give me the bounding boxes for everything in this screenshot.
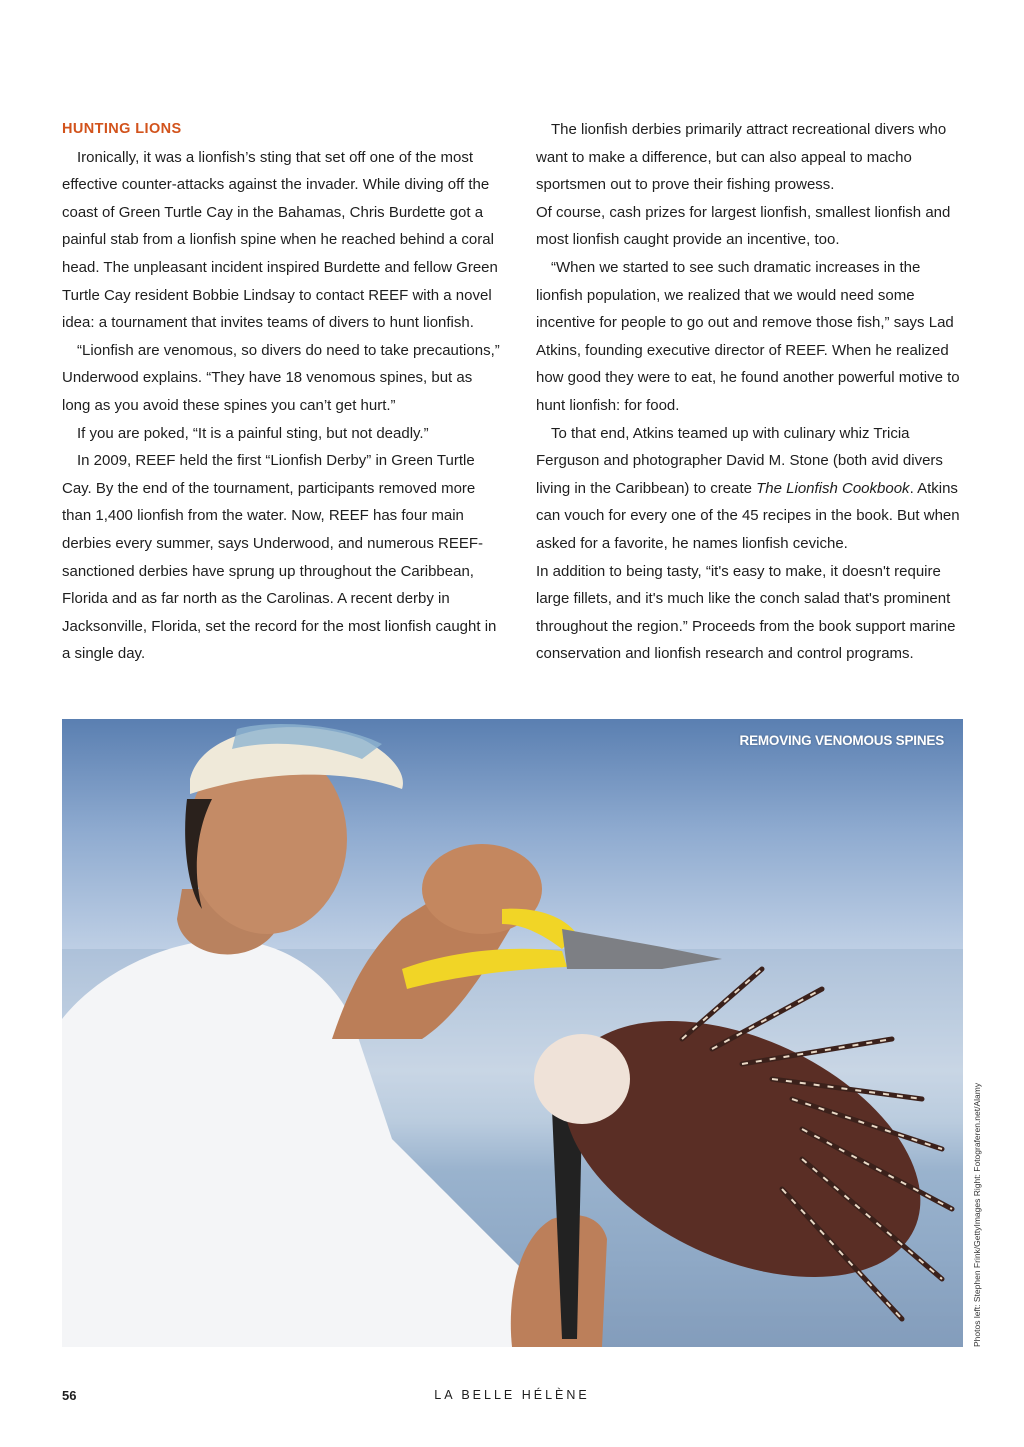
lionfish-photo: [62, 719, 963, 1347]
paragraph: In 2009, REEF held the first “Lionfish Derby” in Green Turtle Cay. By the end of the tournament, participants removed more than 1,400 lionfish from the water. Now, REEF has four main derbies every summer, says Underwood, and numerous REEF-sanctioned derbies have sprung up throughout the Caribbean, Florida and as far north as the Carolinas. A recent derby in Jacksonville, Florida, set the record for the most lionfish caught in a single day.: [62, 452, 497, 663]
paragraph: “Lionfish are venomous, so divers do need to take precautions,” Underwood explains. “They have 18 venomous spines, but as long as you avoid these spines you can’t get hurt.”: [62, 341, 500, 414]
paragraph: If you are poked, “It is a painful sting, but not deadly.”: [77, 424, 429, 442]
page-number: 56: [62, 1388, 77, 1403]
book-title: The Lionfish Cookbook: [756, 479, 910, 497]
paragraph: In addition to being tasty, “it's easy to make, it doesn't require large fillets, and it's much like the conch salad that's prominent throughout the region.” Proceeds from the book support marine conservation and lionfish research and control programs.: [536, 562, 956, 663]
paragraph: Of course, cash prizes for largest lionfish, smallest lionfish and most lionfish caught provide an incentive, too.: [536, 203, 951, 249]
left-column: [62, 116, 502, 668]
magazine-name: LA BELLE HÉLÈNE: [434, 1388, 590, 1402]
photo-illustration: [62, 719, 963, 1347]
paragraph-text: To that end, Atkins teamed up with culinary whiz Tricia Ferguson and photographer David M. Stone (both avid divers living in the Caribbean) to create: [536, 424, 943, 497]
section-heading: HUNTING LIONS: [62, 121, 182, 137]
paragraph: “When we started to see such dramatic increases in the lionfish population, we realized that we would need some incentive for people to go out and remove those fish,” says Lad Atkins, founding executive director of REEF. When he realized how good they were to eat, he found another powerful motive to hunt lionfish: for food.: [536, 258, 960, 414]
paragraph: [536, 420, 966, 558]
photo-caption: REMOVING VENOMOUS SPINES: [739, 733, 944, 748]
paragraph-text: . Atkins can vouch for every one of the 45 recipes in the book. But when asked for a favorite, he names lionfish ceviche.: [536, 479, 960, 552]
paragraph: The lionfish derbies primarily attract recreational divers who want to make a difference, but can also appeal to macho sportsmen out to prove their fishing prowess.: [536, 121, 947, 194]
right-column: [536, 116, 966, 668]
photo-credit: Photos left: Stephen Frink/GettyImages Right: Fotograferen.net/Alamy: [972, 1082, 982, 1347]
paragraph: Ironically, it was a lionfish’s sting that set off one of the most effective counter-attacks against the invader. While diving off the coast of Green Turtle Cay in the Bahamas, Chris Burdette got a painful stab from a lionfish spine when he reached behind a coral head. The unpleasant incident inspired Burdette and fellow Green Turtle Cay resident Bobbie Lindsay to contact REEF with a novel idea: a tournament that invites teams of divers to hunt lionfish.: [62, 148, 498, 332]
lionfish-head: [534, 1034, 630, 1124]
